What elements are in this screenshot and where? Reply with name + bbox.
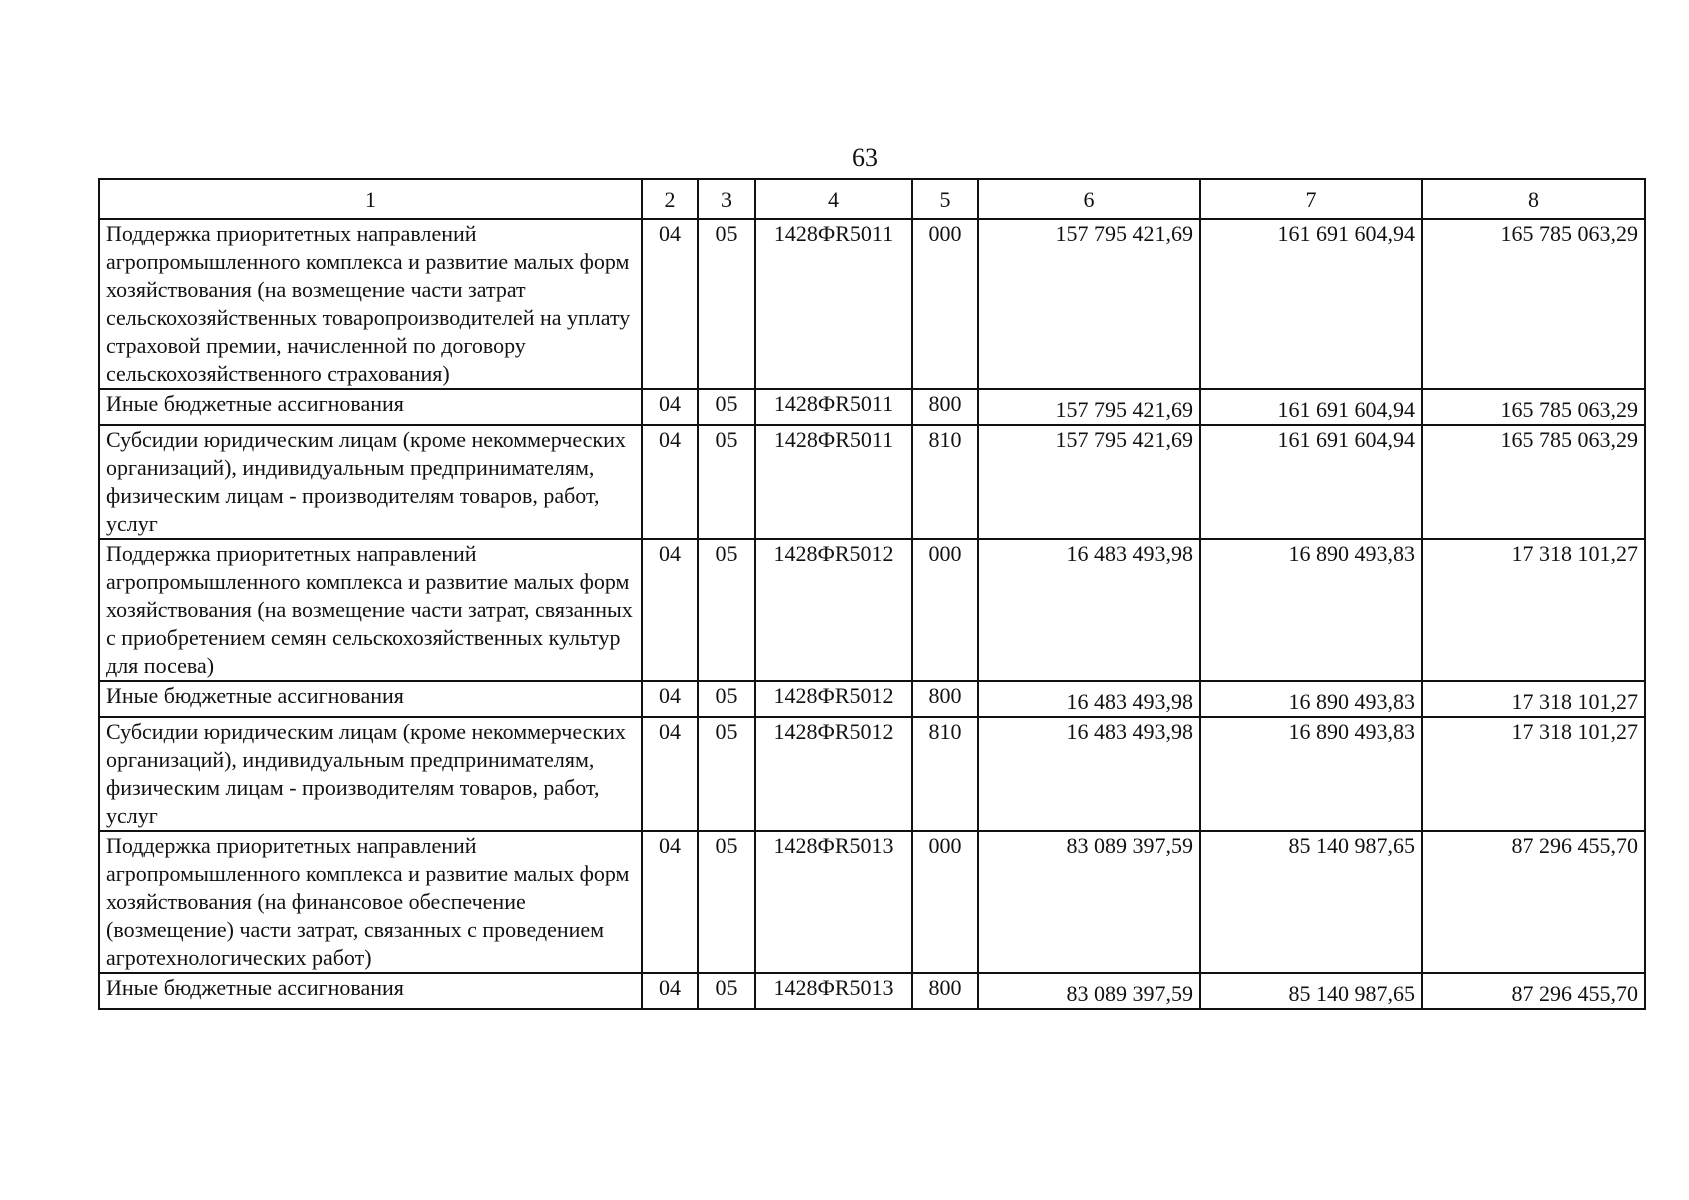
expense-type-code: 800 (912, 389, 978, 425)
column-header: 3 (698, 179, 755, 219)
subsection-code: 05 (698, 831, 755, 973)
expense-type-code: 800 (912, 681, 978, 717)
table-row (99, 681, 1645, 717)
subsection-code: 05 (698, 973, 755, 1009)
table-row (99, 831, 1645, 973)
column-header: 6 (978, 179, 1200, 219)
amount-column-7: 161 691 604,94 (1200, 219, 1422, 389)
section-code: 04 (642, 539, 698, 681)
amount-column-7: 16 890 493,83 (1200, 539, 1422, 681)
subsection-code: 05 (698, 219, 755, 389)
amount-column-6: 157 795 421,69 (978, 219, 1200, 389)
expense-type-code: 800 (912, 973, 978, 1009)
amount-column-7: 161 691 604,94 (1200, 389, 1422, 425)
section-code: 04 (642, 831, 698, 973)
target-article-code: 1428ФR5011 (755, 425, 912, 539)
row-name: Субсидии юридическим лицам (кроме некоммерческих организаций), индивидуальным предпринимателям, физическим лицам - производителям товаров, работ, услуг (99, 717, 642, 831)
column-header: 4 (755, 179, 912, 219)
target-article-code: 1428ФR5013 (755, 973, 912, 1009)
column-header: 1 (99, 179, 642, 219)
amount-column-8: 87 296 455,70 (1422, 973, 1645, 1009)
expense-type-code: 810 (912, 717, 978, 831)
amount-column-6: 83 089 397,59 (978, 973, 1200, 1009)
subsection-code: 05 (698, 717, 755, 831)
amount-column-8: 165 785 063,29 (1422, 219, 1645, 389)
amount-column-7: 16 890 493,83 (1200, 681, 1422, 717)
row-name: Субсидии юридическим лицам (кроме некоммерческих организаций), индивидуальным предпринимателям, физическим лицам - производителям товаров, работ, услуг (99, 425, 642, 539)
amount-column-6: 157 795 421,69 (978, 389, 1200, 425)
subsection-code: 05 (698, 389, 755, 425)
amount-column-7: 85 140 987,65 (1200, 831, 1422, 973)
page-number: 63 (852, 143, 878, 172)
subsection-code: 05 (698, 425, 755, 539)
target-article-code: 1428ФR5012 (755, 717, 912, 831)
row-name: Поддержка приоритетных направлений агропромышленного комплекса и развитие малых форм хозяйствования (на финансовое обеспечение (возмещение) части затрат, связанных с проведением агротехнологических работ) (99, 831, 642, 973)
section-code: 04 (642, 681, 698, 717)
amount-column-8: 165 785 063,29 (1422, 389, 1645, 425)
expense-type-code: 000 (912, 219, 978, 389)
amount-column-6: 16 483 493,98 (978, 681, 1200, 717)
table-row (99, 973, 1645, 1009)
table-row (99, 389, 1645, 425)
amount-column-8: 17 318 101,27 (1422, 681, 1645, 717)
subsection-code: 05 (698, 539, 755, 681)
column-header: 5 (912, 179, 978, 219)
target-article-code: 1428ФR5012 (755, 681, 912, 717)
row-name: Иные бюджетные ассигнования (99, 681, 642, 717)
table-header-row (99, 179, 1645, 219)
section-code: 04 (642, 389, 698, 425)
amount-column-6: 157 795 421,69 (978, 425, 1200, 539)
section-code: 04 (642, 717, 698, 831)
budget-table (98, 178, 1646, 1010)
target-article-code: 1428ФR5011 (755, 219, 912, 389)
amount-column-6: 16 483 493,98 (978, 539, 1200, 681)
table-row (99, 219, 1645, 389)
amount-column-6: 16 483 493,98 (978, 717, 1200, 831)
column-header: 8 (1422, 179, 1645, 219)
subsection-code: 05 (698, 681, 755, 717)
amount-column-8: 17 318 101,27 (1422, 717, 1645, 831)
amount-column-7: 85 140 987,65 (1200, 973, 1422, 1009)
target-article-code: 1428ФR5011 (755, 389, 912, 425)
table-row (99, 539, 1645, 681)
row-name: Иные бюджетные ассигнования (99, 389, 642, 425)
row-name: Поддержка приоритетных направлений агропромышленного комплекса и развитие малых форм хозяйствования (на возмещение части затрат сельскохозяйственных товаропроизводителей на уплату страховой премии, начисленной по договору сельскохозяйственного страхования) (99, 219, 642, 389)
table-row (99, 717, 1645, 831)
target-article-code: 1428ФR5012 (755, 539, 912, 681)
amount-column-8: 17 318 101,27 (1422, 539, 1645, 681)
expense-type-code: 810 (912, 425, 978, 539)
section-code: 04 (642, 219, 698, 389)
table-row (99, 425, 1645, 539)
amount-column-6: 83 089 397,59 (978, 831, 1200, 973)
section-code: 04 (642, 425, 698, 539)
amount-column-7: 16 890 493,83 (1200, 717, 1422, 831)
target-article-code: 1428ФR5013 (755, 831, 912, 973)
amount-column-8: 165 785 063,29 (1422, 425, 1645, 539)
expense-type-code: 000 (912, 539, 978, 681)
amount-column-7: 161 691 604,94 (1200, 425, 1422, 539)
row-name: Иные бюджетные ассигнования (99, 973, 642, 1009)
row-name: Поддержка приоритетных направлений агропромышленного комплекса и развитие малых форм хозяйствования (на возмещение части затрат, связанных с приобретением семян сельскохозяйственных культур для посева) (99, 539, 642, 681)
section-code: 04 (642, 973, 698, 1009)
expense-type-code: 000 (912, 831, 978, 973)
column-header: 2 (642, 179, 698, 219)
amount-column-8: 87 296 455,70 (1422, 831, 1645, 973)
column-header: 7 (1200, 179, 1422, 219)
